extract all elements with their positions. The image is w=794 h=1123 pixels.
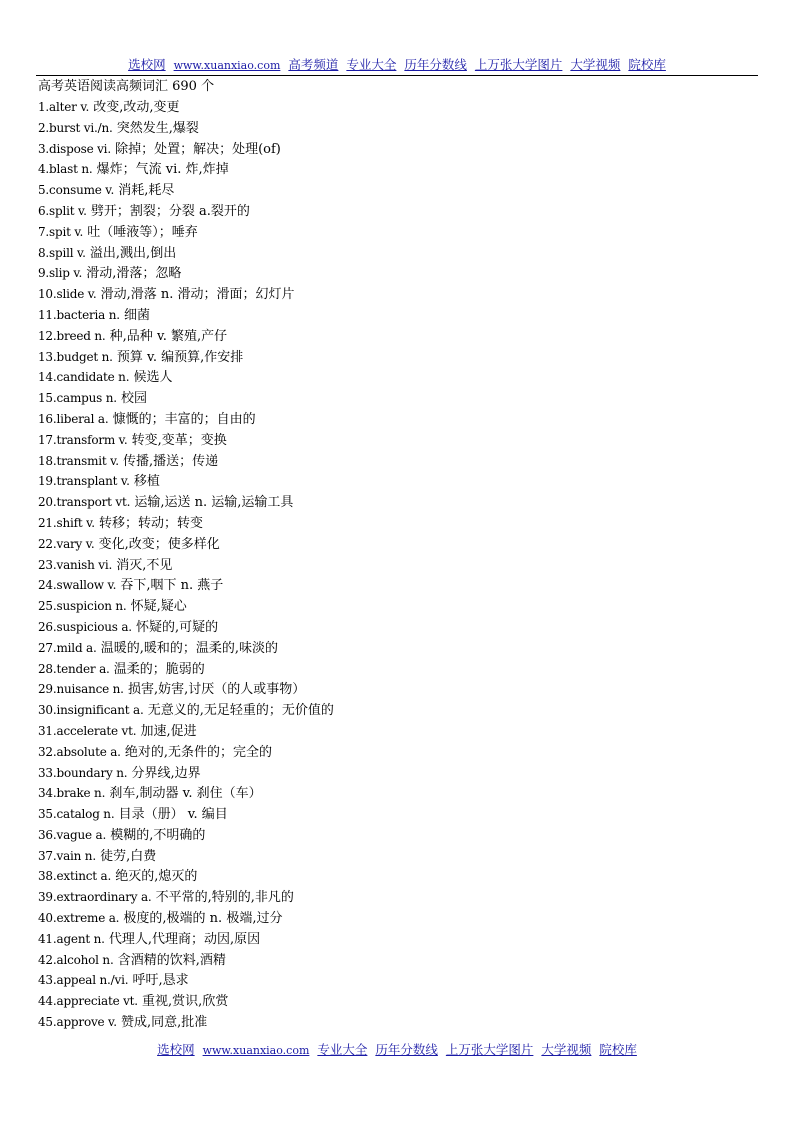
vocabulary-entry <box>38 721 738 742</box>
entry-chinese-meaning: 刹车,制动器 v. 刹住（车） <box>105 786 262 802</box>
entry-english-word: 37.vain n. <box>38 848 96 863</box>
entry-chinese-meaning: 消灭,不见 <box>112 557 173 573</box>
vocabulary-entry <box>38 263 738 284</box>
vocabulary-entry <box>38 659 738 680</box>
entry-english-word: 20.transport vt. <box>38 495 131 510</box>
vocabulary-entry <box>38 763 738 784</box>
entry-chinese-meaning: 溢出,溅出,倒出 <box>85 245 177 261</box>
entry-chinese-meaning: 赞成,同意,批准 <box>116 1015 208 1031</box>
entry-chinese-meaning: 目录（册） v. 编目 <box>114 807 228 823</box>
page-header <box>36 55 758 76</box>
footer-link-university-videos[interactable]: 大学视频 <box>541 1042 592 1057</box>
vocabulary-entry <box>38 887 738 908</box>
vocabulary-entry <box>38 326 738 347</box>
entry-english-word: 17.transform v. <box>38 432 128 447</box>
header-link-website-url[interactable]: www.xuanxiao.com <box>173 59 281 72</box>
entry-chinese-meaning: 吐（唾液等）；唾弃 <box>83 224 198 240</box>
entry-chinese-meaning: 滑动,滑落；忽略 <box>82 266 182 282</box>
vocabulary-entry <box>38 284 738 305</box>
header-link-majors[interactable]: 专业大全 <box>346 57 397 72</box>
entry-english-word: 12.breed n. <box>38 328 106 343</box>
vocabulary-entry <box>38 513 738 534</box>
vocabulary-entry <box>38 970 738 991</box>
header-link-university-videos[interactable]: 大学视频 <box>570 57 621 72</box>
vocabulary-entry <box>38 929 738 950</box>
entry-english-word: 28.tender a. <box>38 661 110 676</box>
vocabulary-entry <box>38 471 738 492</box>
entry-english-word: 7.spit v. <box>38 224 84 239</box>
entry-chinese-meaning: 怀疑的,可疑的 <box>131 619 219 635</box>
vocabulary-entry <box>38 596 738 617</box>
document-body <box>38 77 738 1033</box>
entry-chinese-meaning: 细菌 <box>119 307 150 323</box>
entry-chinese-meaning: 损害,妨害,讨厌（的人或事物） <box>123 682 306 698</box>
entry-english-word: 22.vary v. <box>38 536 95 551</box>
entry-chinese-meaning: 无意义的,无足轻重的；无价值的 <box>143 703 334 719</box>
entry-english-word: 33.boundary n. <box>38 765 128 780</box>
entry-english-word: 9.slip v. <box>38 266 83 281</box>
entry-english-word: 23.vanish vi. <box>38 557 113 572</box>
entry-chinese-meaning: 预算 v. 编预算,作安排 <box>112 349 244 365</box>
vocabulary-entry <box>38 1012 738 1033</box>
vocabulary-list <box>38 97 738 1033</box>
entry-chinese-meaning: 温暖的,暖和的；温柔的,味淡的 <box>96 640 279 656</box>
vocabulary-entry <box>38 367 738 388</box>
footer-link-score-lines[interactable]: 历年分数线 <box>375 1042 438 1057</box>
entry-english-word: 8.spill v. <box>38 245 86 260</box>
header-link-score-lines[interactable]: 历年分数线 <box>404 57 467 72</box>
vocabulary-entry <box>38 700 738 721</box>
entry-english-word: 43.appeal n./vi. <box>38 973 129 988</box>
vocabulary-entry <box>38 638 738 659</box>
entry-chinese-meaning: 校园 <box>116 391 148 407</box>
entry-chinese-meaning: 爆炸；气流 vi. 炸,炸掉 <box>92 162 229 178</box>
entry-english-word: 14.candidate n. <box>38 370 130 385</box>
entry-chinese-meaning: 移植 <box>129 474 160 490</box>
entry-chinese-meaning: 绝对的,无条件的；完全的 <box>120 744 273 760</box>
header-link-gaokao-channel[interactable]: 高考频道 <box>288 57 339 72</box>
vocabulary-entry <box>38 139 738 160</box>
entry-chinese-meaning: 突然发生,爆裂 <box>112 120 199 136</box>
entry-english-word: 1.alter v. <box>38 100 90 114</box>
entry-chinese-meaning: 加速,促进 <box>136 723 197 739</box>
vocabulary-entry <box>38 575 738 596</box>
entry-english-word: 11.bacteria n. <box>38 307 120 322</box>
entry-chinese-meaning: 消耗,耗尽 <box>114 183 175 199</box>
entry-english-word: 26.suspicious a. <box>38 619 132 634</box>
entry-chinese-meaning: 怀疑,疑心 <box>126 599 187 615</box>
entry-english-word: 3.dispose vi. <box>38 141 111 156</box>
vocabulary-entry <box>38 430 738 451</box>
entry-english-word: 24.swallow v. <box>38 578 117 593</box>
footer-link-xuanxiao[interactable]: 选校网 <box>157 1042 195 1057</box>
entry-chinese-meaning: 变化,改变；使多样化 <box>94 536 220 552</box>
entry-chinese-meaning: 运输,运送 n. 运输,运输工具 <box>130 495 294 511</box>
entry-english-word: 41.agent n. <box>38 931 105 946</box>
entry-chinese-meaning: 吞下,咽下 n. 燕子 <box>116 578 224 594</box>
vocabulary-entry <box>38 617 738 638</box>
entry-english-word: 40.extreme a. <box>38 911 120 926</box>
entry-chinese-meaning: 重视,赏识,欣赏 <box>137 994 229 1010</box>
entry-chinese-meaning: 传播,播送；传递 <box>118 453 219 469</box>
entry-english-word: 15.campus n. <box>38 391 117 406</box>
footer-link-university-photos[interactable]: 上万张大学图片 <box>445 1042 534 1057</box>
header-link-xuanxiao[interactable]: 选校网 <box>128 57 166 72</box>
vocabulary-entry <box>38 118 738 139</box>
vocabulary-entry <box>38 825 738 846</box>
entry-english-word: 29.nuisance n. <box>38 682 124 697</box>
vocabulary-entry <box>38 180 738 201</box>
vocabulary-entry <box>38 783 738 804</box>
footer-link-college-database[interactable]: 院校库 <box>599 1042 637 1057</box>
entry-english-word: 25.suspicion n. <box>38 599 127 614</box>
vocabulary-entry <box>38 846 738 867</box>
vocabulary-entry <box>38 950 738 971</box>
vocabulary-entry <box>38 201 738 222</box>
entry-chinese-meaning: 绝灭的,熄灭的 <box>111 869 198 885</box>
entry-english-word: 16.liberal a. <box>38 411 109 426</box>
page-footer <box>36 1040 758 1060</box>
vocabulary-entry <box>38 388 738 409</box>
entry-english-word: 44.appreciate vt. <box>38 994 138 1009</box>
entry-english-word: 5.consume v. <box>38 183 115 198</box>
entry-chinese-meaning: 转移；转动；转变 <box>94 515 203 531</box>
vocabulary-entry <box>38 492 738 513</box>
entry-english-word: 38.extinct a. <box>38 869 112 884</box>
entry-english-word: 45.approve v. <box>38 1015 117 1030</box>
entry-english-word: 10.slide v. <box>38 287 97 302</box>
entry-chinese-meaning: 极度的,极端的 n. 极端,过分 <box>119 911 283 927</box>
vocabulary-entry <box>38 534 738 555</box>
entry-english-word: 18.transmit v. <box>38 453 119 468</box>
entry-english-word: 39.extraordinary a. <box>38 890 152 905</box>
entry-english-word: 31.accelerate vt. <box>38 723 137 738</box>
vocabulary-entry <box>38 991 738 1012</box>
vocabulary-entry <box>38 742 738 763</box>
entry-chinese-meaning: 徒劳,白费 <box>95 848 157 864</box>
entry-chinese-meaning: 转变,变革；变换 <box>127 432 227 448</box>
vocabulary-entry <box>38 451 738 472</box>
header-link-university-photos[interactable]: 上万张大学图片 <box>474 57 563 72</box>
entry-chinese-meaning: 温柔的；脆弱的 <box>109 661 205 677</box>
document-title: 高考英语阅读高频词汇 690 个 <box>38 79 215 94</box>
vocabulary-entry <box>38 804 738 825</box>
entry-chinese-meaning: 候选人 <box>129 370 173 386</box>
entry-english-word: 19.transplant v. <box>38 474 130 489</box>
entry-english-word: 36.vague a. <box>38 827 107 842</box>
entry-chinese-meaning: 劈开；割裂；分裂 a.裂开的 <box>86 203 250 219</box>
entry-chinese-meaning: 改变,改动,变更 <box>89 100 180 115</box>
entry-english-word: 27.mild a. <box>38 640 97 655</box>
entry-chinese-meaning: 含酒精的饮料,酒精 <box>113 952 226 968</box>
vocabulary-entry <box>38 866 738 887</box>
vocabulary-entry <box>38 305 738 326</box>
vocabulary-entry <box>38 555 738 576</box>
vocabulary-entry <box>38 159 738 180</box>
footer-link-website-url[interactable]: www.xuanxiao.com <box>202 1044 310 1057</box>
entry-chinese-meaning: 模糊的,不明确的 <box>106 827 206 843</box>
entry-english-word: 13.budget n. <box>38 349 113 364</box>
footer-link-majors[interactable]: 专业大全 <box>317 1042 368 1057</box>
vocabulary-entry <box>38 347 738 368</box>
header-link-college-database[interactable]: 院校库 <box>628 57 666 72</box>
vocabulary-entry <box>38 679 738 700</box>
entry-english-word: 21.shift v. <box>38 515 95 530</box>
entry-chinese-meaning: 滑动,滑落 n. 滑动；滑面；幻灯片 <box>96 287 295 303</box>
entry-english-word: 35.catalog n. <box>38 807 115 822</box>
vocabulary-entry <box>38 243 738 264</box>
entry-chinese-meaning: 代理人,代理商；动因,原因 <box>104 931 261 947</box>
entry-english-word: 42.alcohol n. <box>38 952 114 967</box>
entry-english-word: 34.brake n. <box>38 786 106 801</box>
entry-chinese-meaning: 除掉；处置；解决；处理(of) <box>110 141 281 157</box>
vocabulary-entry <box>38 409 738 430</box>
entry-chinese-meaning: 种,品种 v. 繁殖,产仔 <box>105 328 228 344</box>
entry-english-word: 6.split v. <box>38 203 87 218</box>
entry-chinese-meaning: 不平常的,特别的,非凡的 <box>151 890 294 906</box>
entry-chinese-meaning: 呼吁,恳求 <box>128 973 189 989</box>
vocabulary-entry <box>38 908 738 929</box>
entry-english-word: 2.burst vi./n. <box>38 120 113 135</box>
entry-english-word: 30.insignificant a. <box>38 703 144 718</box>
entry-chinese-meaning: 分界线,边界 <box>127 765 201 781</box>
entry-english-word: 4.blast n. <box>38 162 93 177</box>
entry-chinese-meaning: 慷慨的；丰富的；自由的 <box>108 411 256 427</box>
vocabulary-entry <box>38 97 738 118</box>
entry-english-word: 32.absolute a. <box>38 744 121 759</box>
vocabulary-entry <box>38 222 738 243</box>
